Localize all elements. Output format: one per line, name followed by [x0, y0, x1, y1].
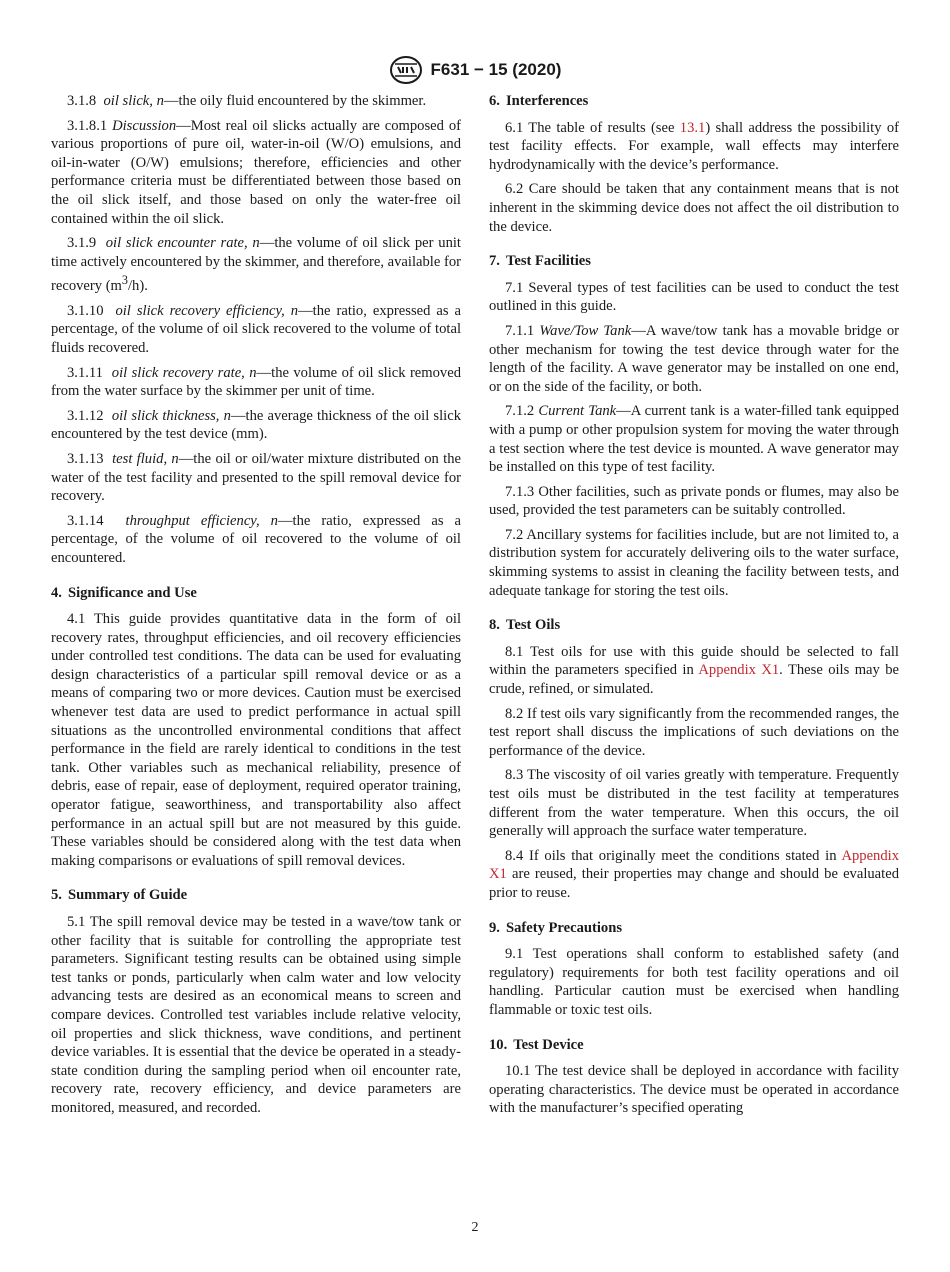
- section-heading-4: 4. Significance and Use: [51, 584, 197, 601]
- paragraph-8-1: 8.1 Test oils for use with this guide should be selected to fall within the parameters specified in Appendix X1. These oils may be crude, refined, or simulated.: [489, 643, 899, 698]
- paragraph-7-2: 7.2 Ancillary systems for facilities include, but are not limited to, a distribution system for accurately delivering oils to the water surface, skimming systems to assist in cleaning the facility between tests, and adequate tankage for storing the test oils.: [489, 526, 899, 599]
- paragraph-3-1-11: 3.1.11 oil slick recovery rate, n—the volume of oil slick removed from the water surface by the skimmer per unit of time.: [51, 364, 461, 400]
- paragraph-7-1-3: 7.1.3 Other facilities, such as private ponds or flumes, may also be used, provided the test parameters can be suitably controlled.: [489, 483, 899, 519]
- section-heading-8: 8. Test Oils: [489, 617, 561, 634]
- section-heading-6: 6. Interferences: [489, 93, 589, 109]
- paragraph-3-1-12: 3.1.12 oil slick thickness, n—the average thickness of the oil slick encountered by the test device (mm).: [51, 407, 461, 443]
- page-header: [0, 56, 950, 84]
- appendix-x1-link[interactable]: Appendix X1: [489, 847, 899, 883]
- paragraph-7-1: 7.1 Several types of test facilities can be used to conduct the test outlined in this guide.: [489, 279, 899, 315]
- paragraph-8-3: 8.3 The viscosity of oil varies greatly with temperature. Frequently test oils must be distributed in the test facility at temperatures different from the water temperature. When this occurs, the oil generally will approach the surface water temperature.: [489, 767, 899, 840]
- paragraph-3-1-10: 3.1.10 oil slick recovery efficiency, n—the ratio, expressed as a percentage, of the volume of oil slick recovered to the volume of total fluids recovered.: [51, 302, 461, 356]
- paragraph-3-1-8-1: 3.1.8.1 Discussion—Most real oil slicks actually are composed of various proportions of pure oil, water-in-oil (W/O) emulsions, and oil-in-water (O/W) emulsions; therefore, efficiencies and other performance criteria must be differentiated between those based on the oil slick itself, and those based on only the water-free oil contained within the oil slick.: [51, 117, 461, 227]
- appendix-x1-link[interactable]: Appendix X1: [698, 662, 780, 679]
- paragraph-3-1-9: 3.1.9 oil slick encounter rate, n—the volume of oil slick per unit time actively encountered by the skimmer, and therefore, available for recovery $(m^3/h)$.: [51, 235, 461, 295]
- left-column: [51, 92, 461, 1124]
- paragraph-7-1-1: 7.1.1 Wave/Tow Tank—A wave/tow tank has a movable bridge or other mechanism for towing the test device through water for the length of the facility. A wave generator may be installed on one end, or on the side of the facility, or both.: [489, 322, 899, 395]
- paragraph-10-1: 10.1 The test device shall be deployed in accordance with facility operating characteristics. The device must be operated in accordance with the manufacturer’s specified operating: [489, 1063, 899, 1117]
- reference-link-13-1[interactable]: 13.1: [679, 119, 706, 136]
- paragraph-5-1: 5.1 The spill removal device may be tested in a wave/tow tank or other facility that is suitable for controlling the appropriate test parameters. Significant testing results can be obtained using simple test tanks or ponds, particularly when calm water and low velocity advancing tests are desired as an economical means to screen and compare devices. Controlled test variables include relative velocity, oil properties and slick thickness, wave conditions, and pertinent device variables. It is essential that the device be operated in a steady-state condition during the sampling period when oil encounter rate, recovery rate, recovery efficiency, and device parameters are monitored, measured, and recorded.: [51, 914, 461, 1116]
- section-heading-10: 10. Test Device: [489, 1036, 584, 1053]
- paragraph-3-1-13: 3.1.13 test fluid, n—the oil or oil/water mixture distributed on the water of the test facility and presented to the spill removal device for recovery.: [51, 450, 461, 505]
- standard-designation: F631 − 15 (2020): [430, 60, 562, 79]
- section-heading-9: 9. Safety Precautions: [489, 919, 623, 936]
- paragraph-3-1-8: 3.1.8 oil slick, n—the oily fluid encountered by the skimmer.: [67, 93, 427, 109]
- paragraph-8-4: 8.4 If oils that originally meet the conditions stated in Appendix X1 are reused, their properties may change and should be evaluated prior to reuse.: [489, 847, 899, 901]
- paragraph-7-1-2: 7.1.2 Current Tank—A current tank is a water-filled tank equipped with a pump or other propulsion system for moving the water through a test section where the test device is mounted. A wave generator may be installed on this type of test facility.: [489, 403, 899, 476]
- paragraph-3-1-14: 3.1.14 throughput efficiency, n—the ratio, expressed as a percentage, of the volume of oil recovered to the volume of oil encountered.: [51, 512, 461, 566]
- paragraph-4-1: 4.1 This guide provides quantitative data in the form of oil recovery rates, throughput efficiencies, and oil recovery efficiencies under controlled test conditions. The data can be used for evaluating design characteristics of a particular spill removal device or as a means of comparing two or more devices. Caution must be exercised whenever test data are used to predict performance in actual spill situations as the uncontrolled environmental conditions that affect performance in the field are rarely identical to conditions in the test tank. Other variables such as mechanical reliability, presence of debris, ease of repair, ease of deployment, required operator training, operator fatigue, seaworthiness, and transportability also affect performance in an actual spill but are not measured by this guide. These variables should be considered along with the test data when making comparisons or evaluations of spill removal devices.: [51, 611, 461, 869]
- astm-logo-icon: [389, 55, 423, 85]
- paragraph-6-1: 6.1 The table of results (see 13.1) shall address the possibility of test facility effects. For example, wall effects may interfere hydrodynamically with the device’s performance.: [489, 119, 899, 173]
- right-column: [489, 92, 899, 1124]
- paragraph-9-1: 9.1 Test operations shall conform to established safety (and regulatory) requirements for both test facility operations and oil handling. Particular caution must be exercised when handling flammable or toxic test oils.: [489, 946, 899, 1018]
- section-heading-7: 7. Test Facilities: [489, 253, 591, 270]
- section-heading-5: 5. Summary of Guide: [51, 887, 188, 904]
- paragraph-8-2: 8.2 If test oils vary significantly from the recommended ranges, the test report shall discuss the implications of such deviations on the performance of the device.: [489, 705, 899, 759]
- page-number: 2: [471, 1220, 479, 1235]
- paragraph-6-2: 6.2 Care should be taken that any containment means that is not inherent in the skimming device does not affect the oil distribution to the device.: [489, 181, 899, 235]
